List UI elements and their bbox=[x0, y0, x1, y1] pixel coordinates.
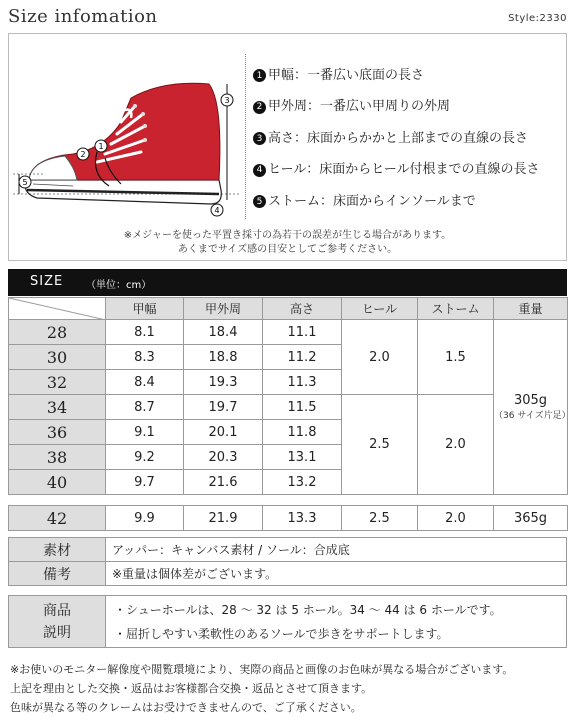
svg-text:2: 2 bbox=[80, 150, 86, 159]
heel-cell: 2.0 bbox=[342, 320, 418, 395]
height-cell: 11.3 bbox=[263, 370, 342, 395]
table-row bbox=[9, 320, 568, 345]
girth-cell: 20.3 bbox=[184, 445, 263, 470]
number-3-icon: 3 bbox=[253, 132, 266, 145]
measurement-item bbox=[253, 92, 563, 124]
girth-cell: 19.7 bbox=[184, 395, 263, 420]
product-label-line1: 商品 bbox=[43, 602, 71, 619]
girth-cell: 21.9 bbox=[184, 506, 263, 531]
diagonal-line-icon bbox=[9, 298, 106, 320]
height-cell: 11.5 bbox=[263, 395, 342, 420]
girth-cell: 18.4 bbox=[184, 320, 263, 345]
footer-notes bbox=[10, 660, 570, 717]
product-line2: ・屈折しやすい柔軟性のあるソールで歩きをサポートします。 bbox=[114, 626, 449, 641]
width-cell: 8.3 bbox=[106, 345, 184, 370]
storm-cell: 2.0 bbox=[418, 395, 494, 495]
measurement-item bbox=[253, 60, 563, 92]
size-cell: 32 bbox=[9, 370, 106, 395]
width-cell: 9.9 bbox=[106, 506, 184, 531]
marker-1-icon bbox=[95, 140, 107, 152]
size-cell: 42 bbox=[9, 506, 106, 531]
heel-cell: 2.5 bbox=[342, 506, 418, 531]
measurement-item bbox=[253, 123, 563, 155]
page-title: Size infomation bbox=[8, 6, 158, 27]
remarks-label: 備考 bbox=[9, 562, 106, 586]
vertical-divider bbox=[245, 54, 246, 219]
girth-cell: 18.8 bbox=[184, 345, 263, 370]
product-line1: ・シューホールは、28 〜 32 は 5 ホール。34 〜 44 は 6 ホールです。 bbox=[114, 602, 502, 617]
product-description-row bbox=[9, 596, 567, 648]
marker-3-icon bbox=[221, 94, 233, 106]
storm-cell: 1.5 bbox=[418, 320, 494, 395]
size-label: SIZE bbox=[30, 274, 64, 289]
height-cell: 11.8 bbox=[263, 420, 342, 445]
size-cell: 40 bbox=[9, 470, 106, 495]
size-cell: 30 bbox=[9, 345, 106, 370]
weight-cell: 365g bbox=[494, 506, 568, 531]
marker-5-icon bbox=[19, 176, 31, 188]
number-1-icon: 1 bbox=[253, 69, 266, 82]
storm-cell: 2.0 bbox=[418, 506, 494, 531]
remarks-value: ※重量は個体差がございます。 bbox=[106, 562, 567, 586]
girth-cell: 21.6 bbox=[184, 470, 263, 495]
height-cell: 11.1 bbox=[263, 320, 342, 345]
width-cell: 8.4 bbox=[106, 370, 184, 395]
height-cell: 13.1 bbox=[263, 445, 342, 470]
height-cell: 11.2 bbox=[263, 345, 342, 370]
measurement-descriptions bbox=[253, 60, 563, 218]
size-42-table bbox=[8, 505, 568, 531]
product-description-table bbox=[8, 595, 567, 648]
column-header: ストーム bbox=[418, 298, 494, 320]
measurement-text: ヒール：床面からヒール付根までの直線の長さ bbox=[268, 162, 540, 178]
measurement-note-line1: ※メジャーを使った平置き採寸の為若干の誤差が生じる場合があります。 bbox=[123, 230, 452, 241]
column-header: 高さ bbox=[263, 298, 342, 320]
width-cell: 9.2 bbox=[106, 445, 184, 470]
width-cell: 9.1 bbox=[106, 420, 184, 445]
measurement-info-box bbox=[8, 33, 567, 261]
table-row bbox=[9, 395, 568, 420]
measurement-text: 甲外周：一番広い甲周りの外周 bbox=[268, 99, 451, 115]
width-cell: 8.1 bbox=[106, 320, 184, 345]
girth-cell: 19.3 bbox=[184, 370, 263, 395]
weight-note: （36 サイズ片足） bbox=[494, 411, 571, 421]
svg-text:5: 5 bbox=[22, 178, 28, 187]
weight-value: 305g bbox=[513, 393, 548, 408]
width-cell: 8.7 bbox=[106, 395, 184, 420]
size-header-bar bbox=[8, 269, 567, 296]
heel-cell: 2.5 bbox=[342, 395, 418, 495]
size-cell: 38 bbox=[9, 445, 106, 470]
column-header: 甲外周 bbox=[184, 298, 263, 320]
size-cell: 28 bbox=[9, 320, 106, 345]
remarks-row bbox=[9, 562, 567, 586]
footer-line3: 色味が異なる等のクレームはお受けできませんので、ご了承ください。 bbox=[10, 701, 362, 714]
column-header: 重量 bbox=[494, 298, 568, 320]
material-value: アッパー：キャンバス素材 / ソール：合成底 bbox=[106, 538, 567, 562]
number-5-icon: 5 bbox=[253, 195, 266, 208]
svg-text:1: 1 bbox=[98, 142, 104, 151]
marker-2-icon bbox=[77, 148, 89, 160]
measurement-item bbox=[253, 155, 563, 187]
size-table bbox=[8, 297, 571, 495]
material-remarks-table bbox=[8, 537, 567, 586]
product-description-value bbox=[106, 596, 567, 648]
height-cell: 13.3 bbox=[263, 506, 342, 531]
marker-4-icon bbox=[211, 204, 223, 216]
width-cell: 9.7 bbox=[106, 470, 184, 495]
size-cell: 34 bbox=[9, 395, 106, 420]
footer-line2: 上記を理由とした交換・返品はお客様都合交換・返品とさせて頂きます。 bbox=[10, 682, 373, 695]
measurement-text: 高さ：床面からかかと上部までの直線の長さ bbox=[268, 130, 529, 146]
table-corner-cell bbox=[9, 298, 106, 320]
column-header: 甲幅 bbox=[106, 298, 184, 320]
measurement-item bbox=[253, 186, 563, 218]
unit-label: （単位：cm） bbox=[86, 280, 152, 291]
measurement-note bbox=[9, 229, 566, 257]
footer-line1: ※お使いのモニター解像度や閲覧環境により、実際の商品と画像のお色味が異なる場合がございます。 bbox=[10, 663, 514, 676]
product-description-label bbox=[9, 596, 106, 648]
material-label: 素材 bbox=[9, 538, 106, 562]
product-label-line2: 説明 bbox=[43, 624, 71, 641]
table-header-row bbox=[9, 298, 568, 320]
number-2-icon: 2 bbox=[253, 101, 266, 114]
column-header: ヒール bbox=[342, 298, 418, 320]
style-code: Style:2330 bbox=[508, 13, 567, 24]
size-cell: 36 bbox=[9, 420, 106, 445]
weight-cell bbox=[494, 320, 571, 495]
material-row bbox=[9, 538, 567, 562]
measurement-text: 甲幅：一番広い底面の長さ bbox=[268, 67, 425, 83]
svg-text:4: 4 bbox=[214, 206, 220, 215]
measurement-note-line2: あくまでサイズ感の目安としてご参考ください。 bbox=[177, 244, 398, 255]
table-row bbox=[9, 506, 568, 531]
shoe-illustration bbox=[13, 62, 241, 220]
measurement-text: ストーム：床面からインソールまで bbox=[268, 193, 476, 209]
number-4-icon: 4 bbox=[253, 164, 266, 177]
girth-cell: 20.1 bbox=[184, 420, 263, 445]
svg-text:3: 3 bbox=[224, 96, 230, 105]
height-cell: 13.2 bbox=[263, 470, 342, 495]
